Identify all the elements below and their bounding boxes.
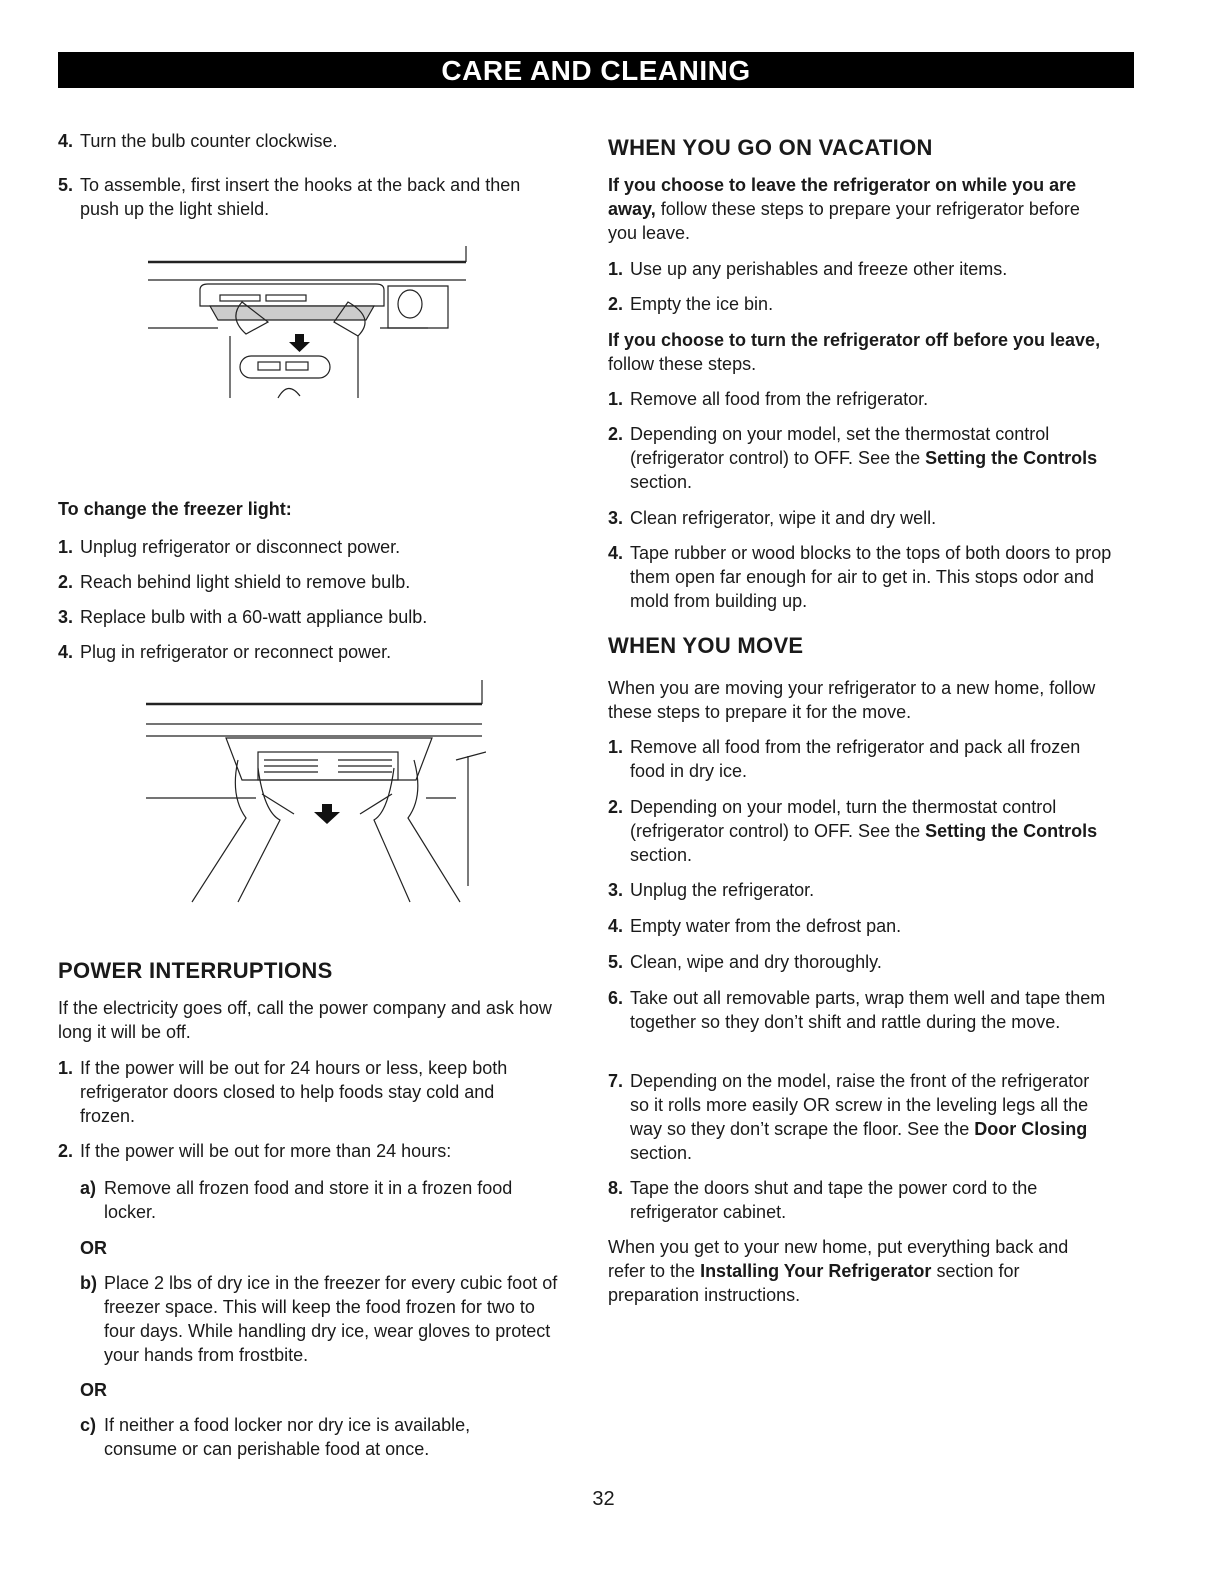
power-option-b: b) Place 2 lbs of dry ice in the freezer for every cubic foot of freezer space. This will keep the food frozen for two to four days. While handling dry ice, wear gloves to protect your hands from frostbite. [80,1273,558,1365]
page-number: 32 [592,1488,615,1510]
vacation-leave-on-paragraph: If you choose to leave the refrigerator on while you are away, follow these steps to prepare your refrigerator before you leave. [608,175,1080,243]
move-step-8: 8. Tape the doors shut and tape the power cord to the refrigerator cabinet. [608,1178,1038,1222]
freezer-step-3: 3. Replace bulb with a 60-watt appliance bulb. [58,607,428,627]
or-label-1: OR [80,1238,107,1258]
move-step-1: 1. Remove all food from the refrigerator and pack all frozen food in dry ice. [608,737,1081,781]
vacation-heading: WHEN YOU GO ON VACATION [608,135,933,160]
vacation-on-step-2: 2. Empty the ice bin. [608,294,774,314]
power-option-c: c) If neither a food locker nor dry ice is available, consume or can perishable food at once. [80,1415,471,1459]
move-outro: When you get to your new home, put everything back and refer to the Installing Your Refrigerator section for preparation instructions. [608,1237,1069,1305]
move-intro: When you are moving your refrigerator to a new home, follow these steps to prepare it for the move. [608,678,1096,722]
move-heading: WHEN YOU MOVE [608,633,804,658]
move-step-2: 2. Depending on your model, turn the thermostat control (refrigerator control) to OFF. See the Setting the Controls section. [608,797,1098,865]
section-title-bar: CARE AND CLEANING [58,52,1134,88]
move-step-3: 3. Unplug the refrigerator. [608,880,815,900]
freezer-light-heading: To change the freezer light: [58,499,292,519]
light-shield-assembly-illustration [148,240,468,410]
bulb-step-4: 4. Turn the bulb counter clockwise. [58,131,338,151]
bulb-step-5: 5. To assemble, first insert the hooks at the back and then push up the light shield. [58,175,521,219]
move-step-5: 5. Clean, wipe and dry thoroughly. [608,952,882,972]
vacation-off-step-4: 4. Tape rubber or wood blocks to the tops of both doors to prop them open far enough for air to get in. This stops odor and mold from building up. [608,543,1112,611]
power-intro: If the electricity goes off, call the power company and ask how long it will be off. [58,998,552,1042]
freezer-step-1: 1. Unplug refrigerator or disconnect power. [58,537,401,557]
freezer-step-2: 2. Reach behind light shield to remove bulb. [58,572,411,592]
or-label-2: OR [80,1380,107,1400]
move-step-4: 4. Empty water from the defrost pan. [608,916,902,936]
vacation-off-step-1: 1. Remove all food from the refrigerator. [608,389,929,409]
vacation-off-step-3: 3. Clean refrigerator, wipe it and dry well. [608,508,937,528]
power-step-2: 2. If the power will be out for more than 24 hours: [58,1141,452,1161]
vacation-off-step-2: 2. Depending on your model, set the thermostat control (refrigerator control) to OFF. See the Setting the Controls section. [608,424,1098,492]
freezer-step-4: 4. Plug in refrigerator or reconnect power. [58,642,392,662]
move-step-7: 7. Depending on the model, raise the front of the refrigerator so it rolls more easily OR screw in the leveling legs all the way so they don’t scrape the floor. See the Door Closing section. [608,1071,1090,1163]
vacation-on-step-1: 1. Use up any perishables and freeze other items. [608,259,1008,279]
power-step-1: 1. If the power will be out for 24 hours or less, keep both refrigerator doors closed to help foods stay cold and frozen. [58,1058,508,1126]
power-interruptions-heading: POWER INTERRUPTIONS [58,958,333,983]
vacation-turn-off-paragraph: If you choose to turn the refrigerator off before you leave, follow these steps. [608,330,1101,374]
move-step-6: 6. Take out all removable parts, wrap them well and tape them together so they don’t shift and rattle during the move. [608,988,1106,1032]
freezer-light-removal-illustration [146,676,486,912]
power-option-a: a) Remove all frozen food and store it in a frozen food locker. [80,1178,513,1222]
